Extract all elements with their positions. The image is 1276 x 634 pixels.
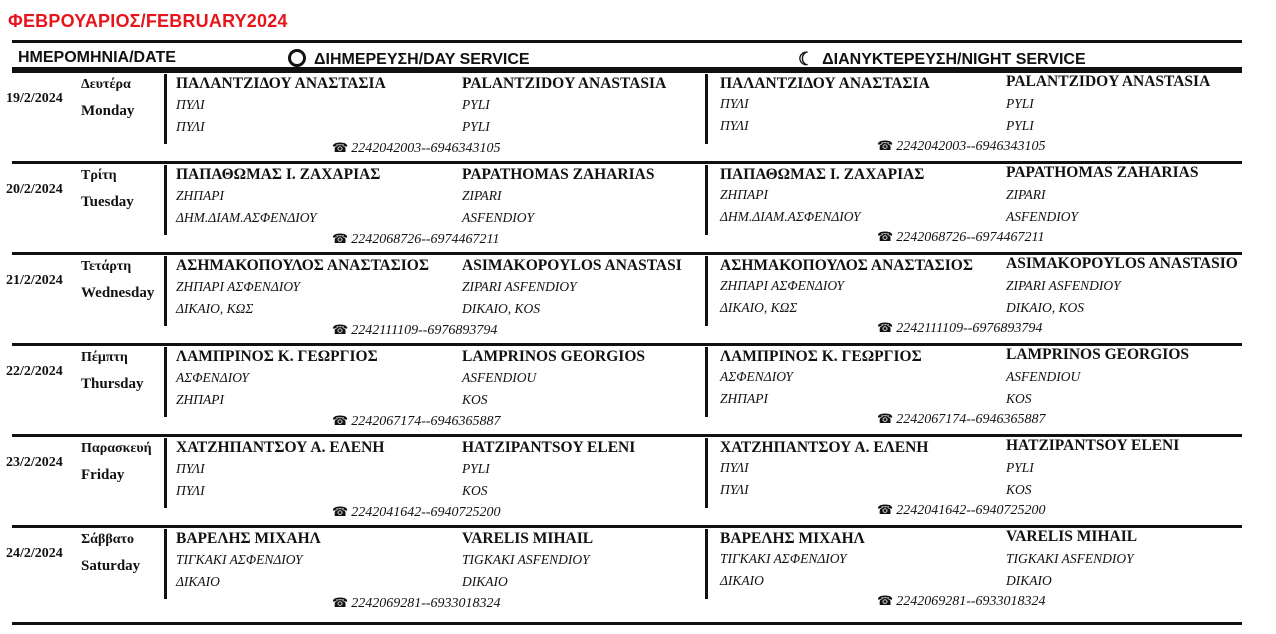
phone-icon: ☎ bbox=[332, 322, 349, 337]
day-pharmacy-name-greek: ΠΑΛΑΝΤΖΙΔΟΥ ΑΝΑΣΤΑΣΙΑ bbox=[176, 75, 386, 92]
night-phone: ☎ 2242041642--6940725200 bbox=[877, 502, 1046, 518]
row-day-greek: Σάββατο bbox=[81, 532, 134, 547]
day-address-line1-greek: ΖΗΠΑΡΙ bbox=[176, 188, 224, 203]
night-address-line2-greek: ΔΙΚΑΙΟ, ΚΩΣ bbox=[720, 300, 798, 315]
day-service-left-border bbox=[164, 74, 167, 144]
sun-icon bbox=[288, 49, 306, 67]
day-service-left-border bbox=[164, 438, 167, 508]
day-pharmacy-name-greek: ΛΑΜΠΡΙΝΟΣ Κ. ΓΕΩΡΓΙΟΣ bbox=[176, 348, 378, 365]
night-pharmacy-name-english: ASIMAKOPOYLOS ANASTASIO bbox=[1006, 255, 1238, 272]
row-day-greek: Δευτέρα bbox=[81, 77, 131, 92]
day-pharmacy-name-english: VARELIS MIHAIL bbox=[462, 530, 594, 547]
night-address-line1-english: ZIPARI bbox=[1006, 187, 1046, 202]
night-address-line2-english: PYLI bbox=[1006, 118, 1034, 133]
phone-icon: ☎ bbox=[877, 138, 894, 153]
day-phone: ☎ 2242068726--6974467211 bbox=[332, 231, 500, 247]
day-address-line1-english: TIGKAKI ASFENDIOY bbox=[462, 552, 590, 567]
day-address-line2-greek: ΔΗΜ.ΔΙΑΜ.ΑΣΦΕΝΔΙΟΥ bbox=[176, 210, 317, 225]
phone-icon: ☎ bbox=[332, 140, 349, 155]
day-pharmacy-name-english: ASIMAKOPOYLOS ANASTASI bbox=[462, 257, 682, 274]
day-address-line2-greek: ΔΙΚΑΙΟ bbox=[176, 574, 220, 589]
day-address-line1-greek: ΠΥΛΙ bbox=[176, 97, 205, 112]
row-date: 24/2/2024 bbox=[6, 546, 63, 561]
night-phone: ☎ 2242068726--6974467211 bbox=[877, 229, 1045, 245]
day-phone: ☎ 2242111109--6976893794 bbox=[332, 322, 498, 338]
table-header bbox=[12, 40, 1242, 70]
row-day-greek: Πέμπτη bbox=[81, 350, 128, 365]
night-service-left-border bbox=[705, 165, 708, 235]
night-address-line1-english: ASFENDIOU bbox=[1006, 369, 1081, 384]
row-date: 22/2/2024 bbox=[6, 364, 63, 379]
day-address-line2-greek: ΠΥΛΙ bbox=[176, 483, 205, 498]
day-address-line1-greek: ΖΗΠΑΡΙ ΑΣΦΕΝΔΙΟΥ bbox=[176, 279, 301, 294]
day-address-line2-english: KOS bbox=[462, 392, 488, 407]
day-address-line2-english: DIKAIO bbox=[462, 574, 508, 589]
night-address-line1-greek: ΠΥΛΙ bbox=[720, 96, 749, 111]
night-pharmacy-name-english: VARELIS MIHAIL bbox=[1006, 528, 1138, 545]
night-service-left-border bbox=[705, 74, 708, 144]
night-service-left-border bbox=[705, 256, 708, 326]
night-address-line1-english: PYLI bbox=[1006, 460, 1034, 475]
day-address-line1-english: ZIPARI bbox=[462, 188, 502, 203]
night-pharmacy-name-greek: ΧΑΤΖΗΠΑΝΤΣΟΥ Α. ΕΛΕΝΗ bbox=[720, 439, 929, 456]
day-pharmacy-name-english: LAMPRINOS GEORGIOS bbox=[462, 348, 646, 365]
day-address-line2-greek: ΠΥΛΙ bbox=[176, 119, 205, 134]
day-service-left-border bbox=[164, 165, 167, 235]
night-pharmacy-name-greek: ΒΑΡΕΛΗΣ ΜΙΧΑΗΛ bbox=[720, 530, 865, 547]
night-phone: ☎ 2242067174--6946365887 bbox=[877, 411, 1046, 427]
night-address-line1-english: TIGKAKI ASFENDIOY bbox=[1006, 551, 1134, 566]
phone-icon: ☎ bbox=[877, 593, 894, 608]
day-service-left-border bbox=[164, 347, 167, 417]
night-pharmacy-name-greek: ΠΑΠΑΘΩΜΑΣ Ι. ΖΑΧΑΡΙΑΣ bbox=[720, 166, 925, 183]
table-row bbox=[0, 434, 1276, 524]
table-bottom-rule bbox=[12, 622, 1242, 625]
night-address-line2-greek: ΔΗΜ.ΔΙΑΜ.ΑΣΦΕΝΔΙΟΥ bbox=[720, 209, 861, 224]
phone-icon: ☎ bbox=[877, 502, 894, 517]
row-day-english: Wednesday bbox=[81, 285, 155, 301]
phone-icon: ☎ bbox=[877, 320, 894, 335]
day-pharmacy-name-english: HATZIPANTSOY ELENI bbox=[462, 439, 636, 456]
day-address-line1-greek: ΑΣΦΕΝΔΙΟΥ bbox=[176, 370, 249, 385]
row-day-english: Monday bbox=[81, 103, 135, 119]
phone-icon: ☎ bbox=[332, 231, 349, 246]
day-address-line2-english: PYLI bbox=[462, 119, 490, 134]
row-date: 20/2/2024 bbox=[6, 182, 63, 197]
row-day-greek: Τετάρτη bbox=[81, 259, 132, 274]
night-pharmacy-name-greek: ΑΣΗΜΑΚΟΠΟΥΛΟΣ ΑΝΑΣΤΑΣΙΟΣ bbox=[720, 257, 974, 274]
night-service-left-border bbox=[705, 347, 708, 417]
day-pharmacy-name-greek: ΑΣΗΜΑΚΟΠΟΥΛΟΣ ΑΝΑΣΤΑΣΙΟΣ bbox=[176, 257, 430, 274]
row-day-english: Saturday bbox=[81, 558, 141, 574]
row-date: 21/2/2024 bbox=[6, 273, 63, 288]
night-address-line1-greek: ΤΙΓΚΑΚΙ ΑΣΦΕΝΔΙΟΥ bbox=[720, 551, 847, 566]
day-address-line1-english: ASFENDIOU bbox=[462, 370, 537, 385]
day-pharmacy-name-greek: ΒΑΡΕΛΗΣ ΜΙΧΑΗΛ bbox=[176, 530, 321, 547]
day-pharmacy-name-english: PALANTZIDOY ANASTASIA bbox=[462, 75, 667, 92]
phone-icon: ☎ bbox=[877, 411, 894, 426]
day-service-left-border bbox=[164, 256, 167, 326]
night-pharmacy-name-english: HATZIPANTSOY ELENI bbox=[1006, 437, 1180, 454]
day-address-line1-greek: ΠΥΛΙ bbox=[176, 461, 205, 476]
day-service-left-border bbox=[164, 529, 167, 599]
phone-icon: ☎ bbox=[332, 413, 349, 428]
night-pharmacy-name-greek: ΠΑΛΑΝΤΖΙΔΟΥ ΑΝΑΣΤΑΣΙΑ bbox=[720, 75, 930, 92]
day-phone: ☎ 2242041642--6940725200 bbox=[332, 504, 501, 520]
night-phone: ☎ 2242069281--6933018324 bbox=[877, 593, 1046, 609]
row-day-greek: Τρίτη bbox=[81, 168, 117, 183]
moon-icon: ☾ bbox=[798, 49, 815, 69]
row-day-english: Thursday bbox=[81, 376, 144, 392]
table-row bbox=[0, 161, 1276, 251]
table-row bbox=[0, 70, 1276, 160]
day-address-line1-english: ZIPARI ASFENDIOY bbox=[462, 279, 577, 294]
night-address-line1-english: ZIPARI ASFENDIOY bbox=[1006, 278, 1121, 293]
day-address-line2-english: ASFENDIOY bbox=[462, 210, 534, 225]
night-address-line1-english: PYLI bbox=[1006, 96, 1034, 111]
day-address-line1-english: PYLI bbox=[462, 97, 490, 112]
night-address-line1-greek: ΖΗΠΑΡΙ ΑΣΦΕΝΔΙΟΥ bbox=[720, 278, 845, 293]
day-phone: ☎ 2242069281--6933018324 bbox=[332, 595, 501, 611]
night-address-line2-greek: ΠΥΛΙ bbox=[720, 118, 749, 133]
night-phone: ☎ 2242111109--6976893794 bbox=[877, 320, 1043, 336]
night-pharmacy-name-greek: ΛΑΜΠΡΙΝΟΣ Κ. ΓΕΩΡΓΙΟΣ bbox=[720, 348, 922, 365]
day-address-line2-greek: ΖΗΠΑΡΙ bbox=[176, 392, 224, 407]
night-address-line2-english: DIKAIO bbox=[1006, 573, 1052, 588]
night-service-left-border bbox=[705, 529, 708, 599]
day-address-line2-english: DIKAIO, KOS bbox=[462, 301, 540, 316]
day-address-line1-greek: ΤΙΓΚΑΚΙ ΑΣΦΕΝΔΙΟΥ bbox=[176, 552, 303, 567]
night-address-line2-english: KOS bbox=[1006, 391, 1032, 406]
row-date: 23/2/2024 bbox=[6, 455, 63, 470]
day-service-header: ΔΙΗΜΕΡΕΥΣΗ/DAY SERVICE bbox=[288, 49, 530, 69]
night-address-line1-greek: ΑΣΦΕΝΔΙΟΥ bbox=[720, 369, 793, 384]
day-phone: ☎ 2242042003--6946343105 bbox=[332, 140, 501, 156]
night-service-left-border bbox=[705, 438, 708, 508]
row-day-english: Tuesday bbox=[81, 194, 134, 210]
night-pharmacy-name-english: PAPATHOMAS ZAHARIAS bbox=[1006, 164, 1199, 181]
night-address-line1-greek: ΖΗΠΑΡΙ bbox=[720, 187, 768, 202]
month-title: ΦΕΒΡΟΥΑΡΙΟΣ/FEBRUARY2024 bbox=[8, 11, 288, 31]
night-pharmacy-name-english: PALANTZIDOY ANASTASIA bbox=[1006, 73, 1211, 90]
night-phone: ☎ 2242042003--6946343105 bbox=[877, 138, 1046, 154]
night-address-line2-greek: ΔΙΚΑΙΟ bbox=[720, 573, 764, 588]
night-address-line2-english: ASFENDIOY bbox=[1006, 209, 1078, 224]
day-address-line2-english: KOS bbox=[462, 483, 488, 498]
night-pharmacy-name-english: LAMPRINOS GEORGIOS bbox=[1006, 346, 1190, 363]
phone-icon: ☎ bbox=[877, 229, 894, 244]
day-address-line1-english: PYLI bbox=[462, 461, 490, 476]
row-day-english: Friday bbox=[81, 467, 125, 483]
night-address-line2-greek: ΠΥΛΙ bbox=[720, 482, 749, 497]
day-pharmacy-name-greek: ΠΑΠΑΘΩΜΑΣ Ι. ΖΑΧΑΡΙΑΣ bbox=[176, 166, 381, 183]
night-address-line1-greek: ΠΥΛΙ bbox=[720, 460, 749, 475]
night-address-line2-english: KOS bbox=[1006, 482, 1032, 497]
day-pharmacy-name-english: PAPATHOMAS ZAHARIAS bbox=[462, 166, 655, 183]
date-column-header: ΗΜΕΡΟΜΗΝΙΑ/DATE bbox=[18, 49, 176, 66]
row-date: 19/2/2024 bbox=[6, 91, 63, 106]
phone-icon: ☎ bbox=[332, 504, 349, 519]
night-service-header: ☾ ΔΙΑΝΥΚΤΕΡΕΥΣΗ/NIGHT SERVICE bbox=[798, 49, 1086, 69]
day-pharmacy-name-greek: ΧΑΤΖΗΠΑΝΤΣΟΥ Α. ΕΛΕΝΗ bbox=[176, 439, 385, 456]
row-day-greek: Παρασκευή bbox=[81, 441, 152, 456]
night-address-line2-english: DIKAIO, KOS bbox=[1006, 300, 1084, 315]
day-address-line2-greek: ΔΙΚΑΙΟ, ΚΩΣ bbox=[176, 301, 254, 316]
phone-icon: ☎ bbox=[332, 595, 349, 610]
table-row bbox=[0, 525, 1276, 615]
day-phone: ☎ 2242067174--6946365887 bbox=[332, 413, 501, 429]
night-address-line2-greek: ΖΗΠΑΡΙ bbox=[720, 391, 768, 406]
table-row bbox=[0, 252, 1276, 342]
table-row bbox=[0, 343, 1276, 433]
